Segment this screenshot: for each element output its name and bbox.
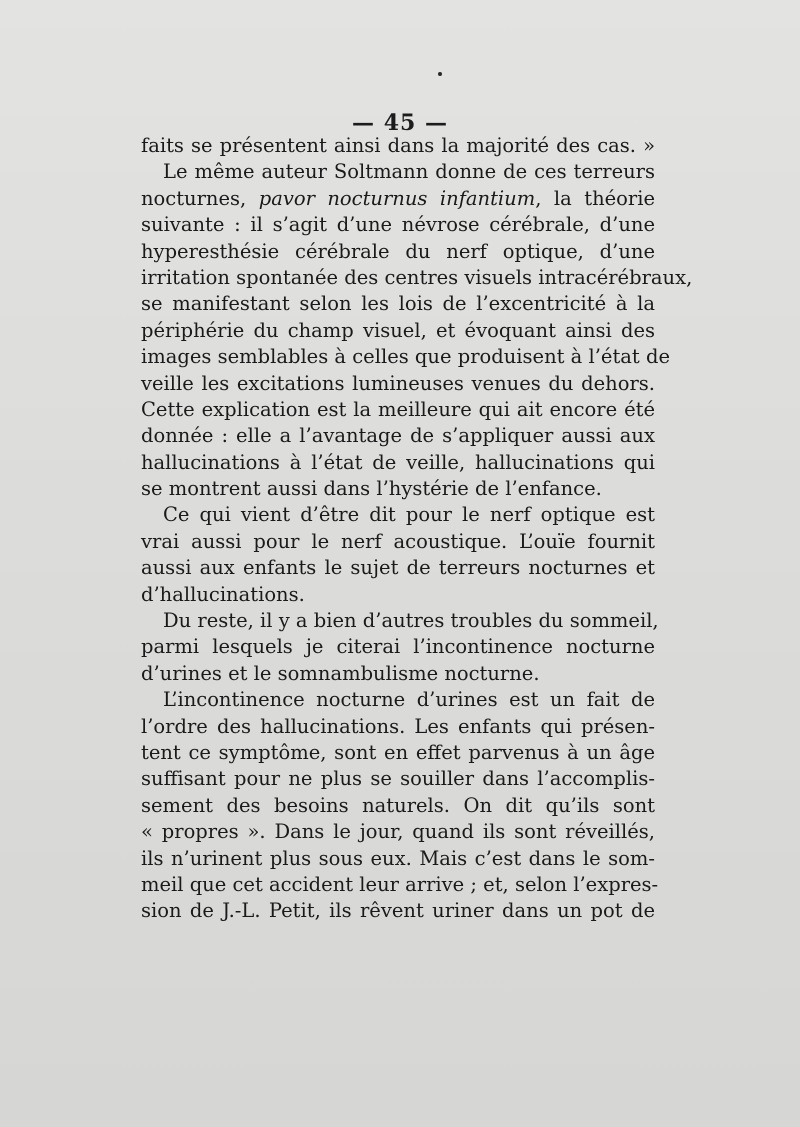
text-line: nocturnes, pavor nocturnus infantium, la théorie (141, 186, 656, 210)
text-line: vrai aussi pour le nerf acoustique. L’ouïe fournit (141, 529, 655, 553)
text-line: Ce qui vient d’être dit pour le nerf optique est (163, 503, 655, 527)
text-line: l’ordre des hallucinations. Les enfants qui présen- (141, 714, 655, 738)
text-line: aussi aux enfants le sujet de terreurs nocturnes et (141, 556, 655, 580)
text-line: périphérie du champ visuel, et évoquant ainsi des (141, 318, 655, 342)
text-line: Le même auteur Soltmann donne de ces terreurs (163, 160, 655, 184)
page-number: — 45 — (352, 110, 448, 136)
text-line: hyperesthésie cérébrale du nerf optique, d’une (141, 239, 655, 263)
text-line: sement des besoins naturels. On dit qu’ils sont (141, 793, 655, 817)
text-line: irritation spontanée des centres visuels intracérébraux, (141, 265, 693, 289)
text-line: hallucinations à l’état de veille, hallucinations qui (141, 450, 655, 474)
text-line: sion de J.-L. Petit, ils rêvent uriner dans un pot de (141, 899, 655, 923)
text-line: L’incontinence nocturne d’urines est un fait de (163, 688, 655, 712)
text-line: faits se présentent ainsi dans la majorité des cas. » (141, 134, 655, 157)
text-line: parmi lesquels je citerai l’incontinence nocturne (141, 635, 655, 659)
text-line: se montrent aussi dans l’hystérie de l’enfance. (141, 477, 602, 501)
text-line: suffisant pour ne plus se souiller dans l’accomplis- (141, 767, 655, 791)
text-line: meil que cet accident leur arrive ; et, selon l’expres- (141, 872, 659, 896)
text-line: veille les excitations lumineuses venues du dehors. (141, 371, 655, 395)
text-line: images semblables à celles que produisent à l’état de (141, 345, 670, 369)
body-text (141, 133, 693, 925)
text-line: suivante : il s’agit d’une névrose cérébrale, d’une (141, 213, 655, 237)
text-line: se manifestant selon les lois de l’excentricité à la (141, 292, 655, 316)
text-line: ils n’urinent plus sous eux. Mais c’est dans le som- (141, 846, 655, 870)
text-line: donnée : elle a l’avantage de s’appliquer aussi aux (141, 424, 655, 448)
text-line: d’urines et le somnambulisme nocturne. (141, 661, 540, 685)
text-line: Cette explication est la meilleure qui ait encore été (141, 397, 655, 421)
text-line: « propres ». Dans le jour, quand ils sont réveillés, (141, 820, 655, 844)
text-line: d’hallucinations. (141, 582, 305, 606)
text-line: Du reste, il y a bien d’autres troubles du sommeil, (163, 609, 659, 633)
ink-speck (438, 72, 442, 76)
text-line: tent ce symptôme, sont en effet parvenus à un âge (141, 740, 655, 764)
